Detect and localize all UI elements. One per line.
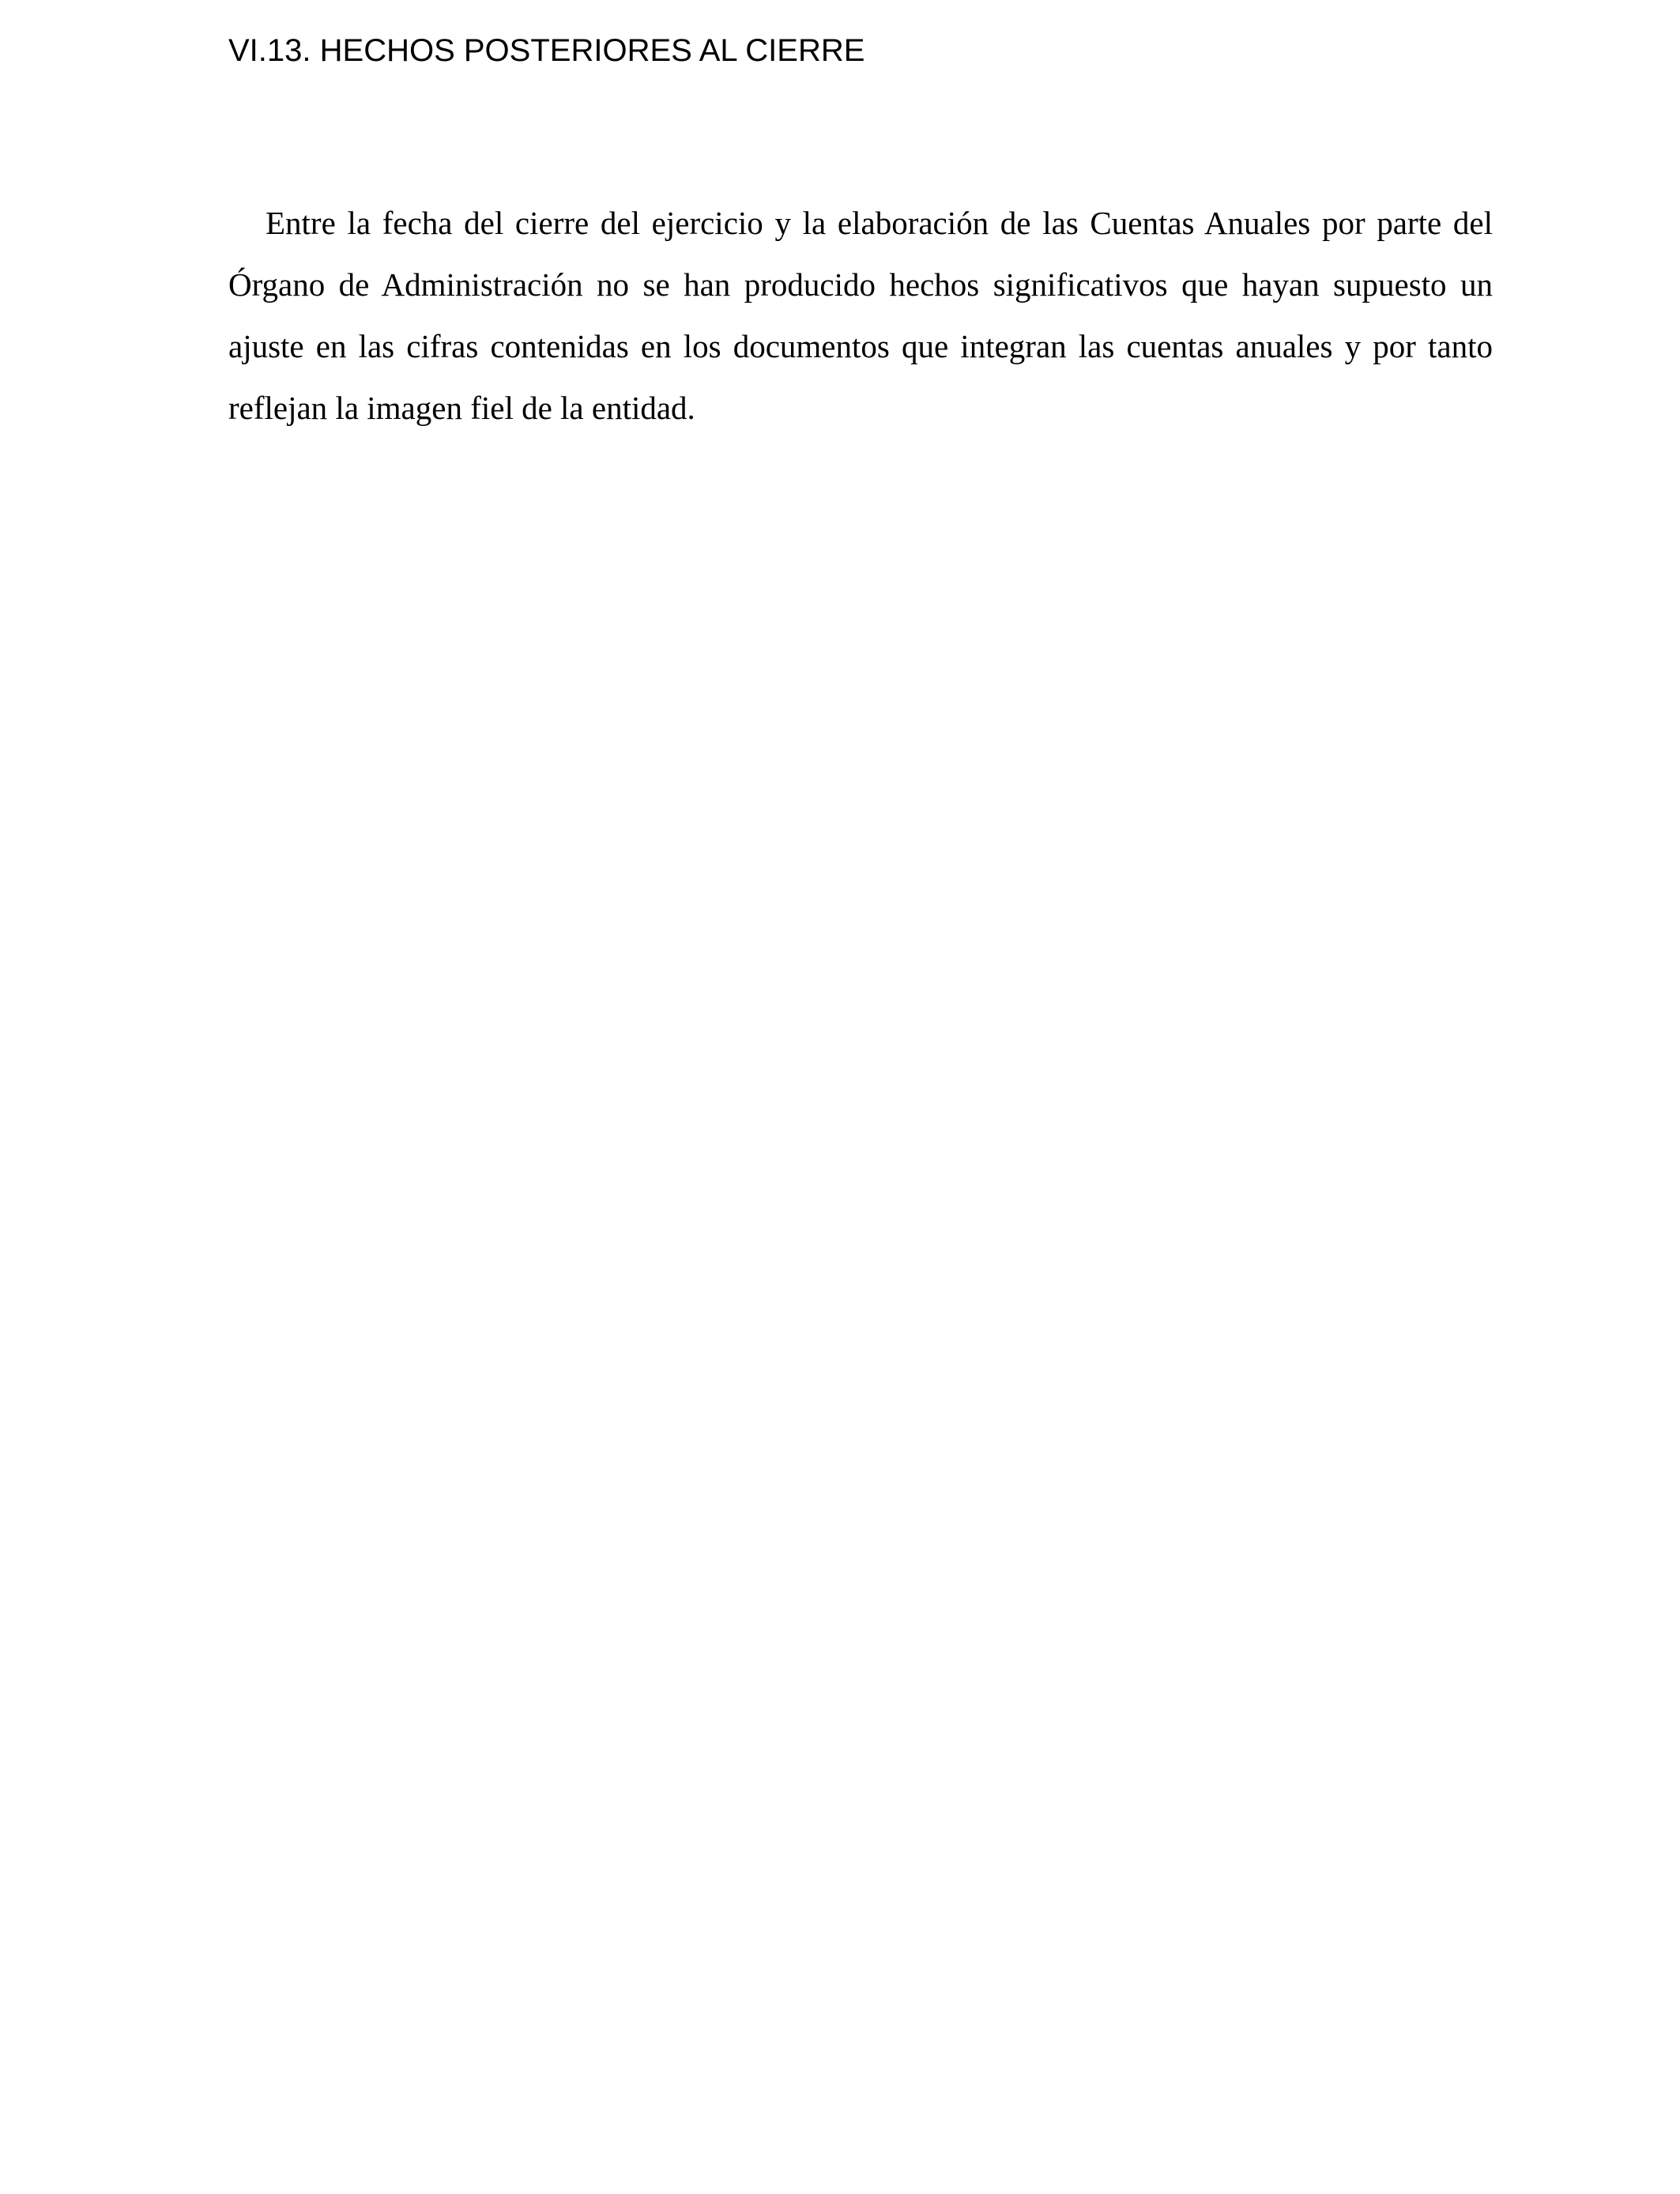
section-heading: VI.13. HECHOS POSTERIORES AL CIERRE (228, 33, 865, 68)
body-paragraph: Entre la fecha del cierre del ejercicio y la elaboración de las Cuentas Anuales por parte del Órgano de Administración no se han producido hechos significativos que hayan supuesto un ajuste en las cifras contenidas en los documentos que integran las cuentas anuales y por tanto reflejan la imagen fiel de la entidad. (228, 205, 1493, 426)
